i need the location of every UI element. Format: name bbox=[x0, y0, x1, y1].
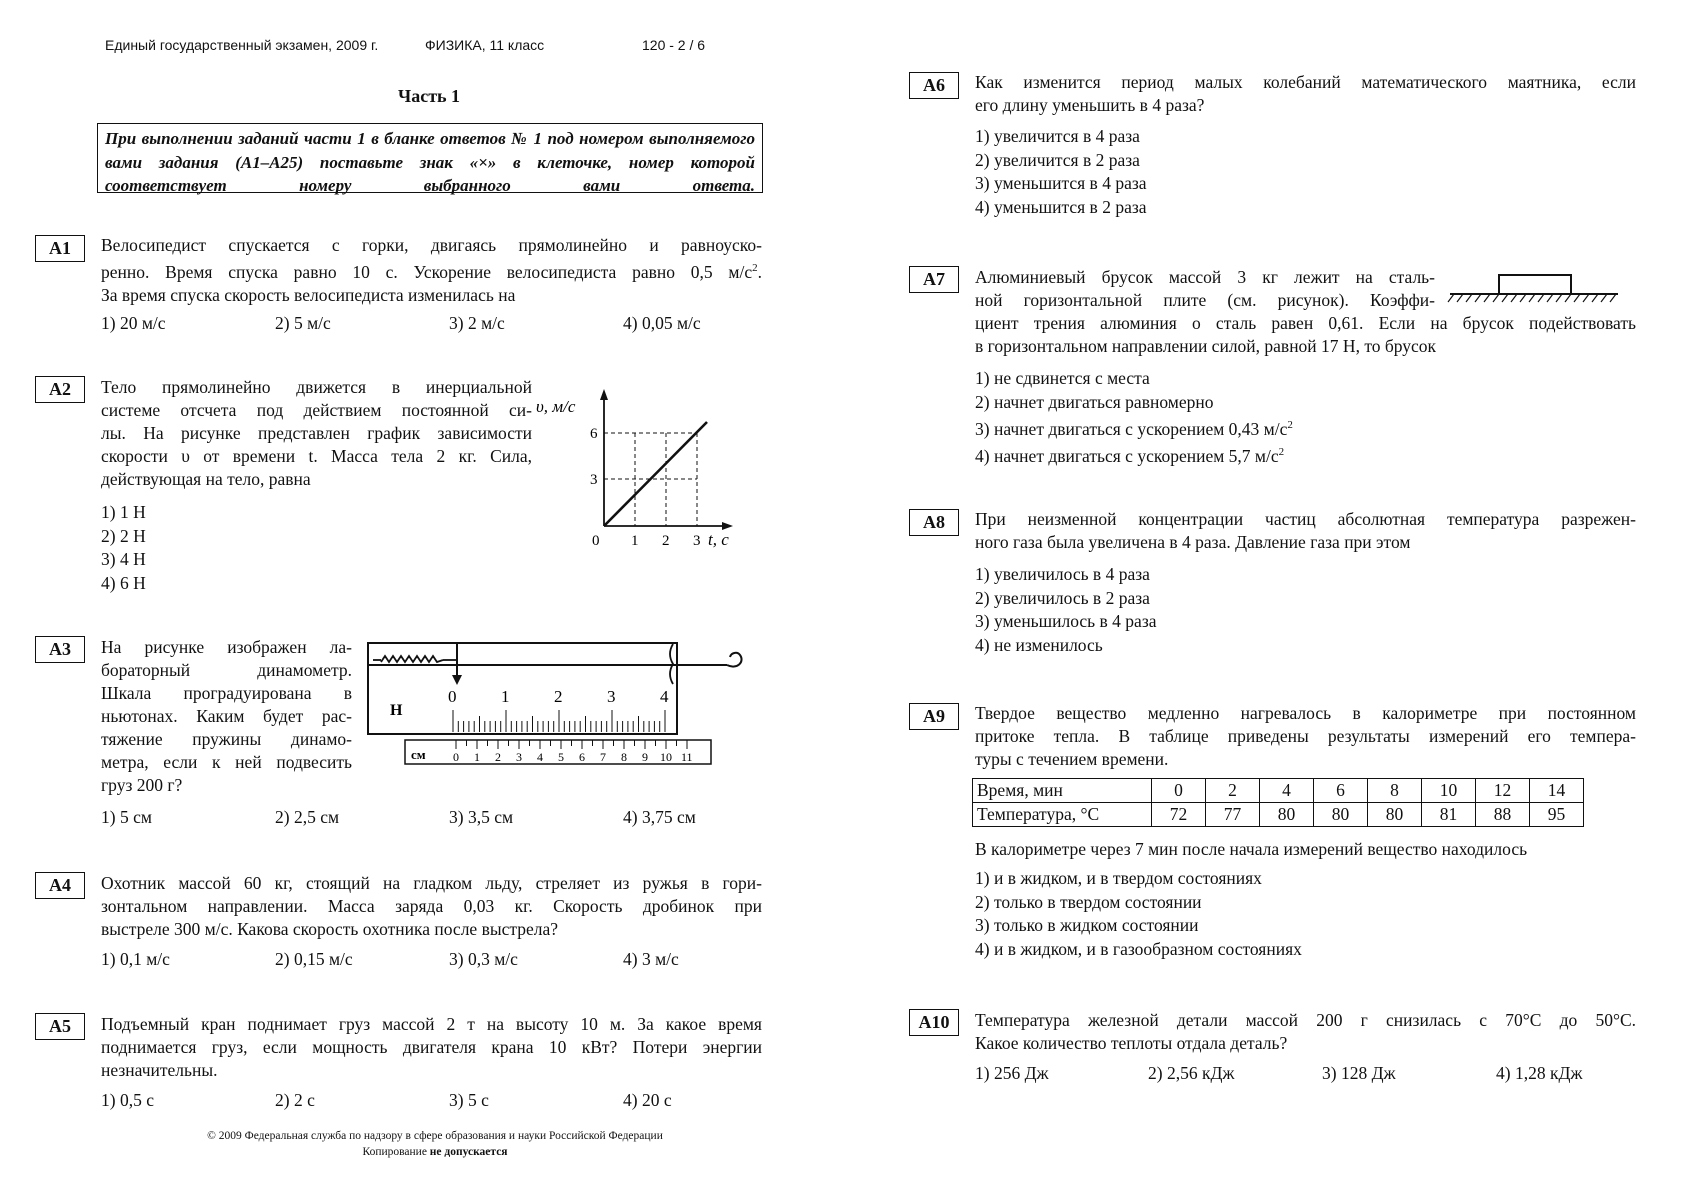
hatch-line bbox=[1529, 294, 1535, 302]
table-header-time: Время, мин bbox=[973, 779, 1152, 803]
x-axis-arrow bbox=[722, 522, 733, 530]
answer-option-a5-2[interactable]: 2) 2 с bbox=[275, 1090, 315, 1110]
graph-ytick-6: 6 bbox=[590, 426, 598, 442]
question-text-a7: Алюминиевый брусок массой 3 кг лежит на сталь- ной горизонтальной плите (см. рисунок). Коэффи- циент трения алюминия о сталь равен 0,61. Если на брусок подействовать в горизонтальном направлении силой, равной 17 Н, то брусок bbox=[975, 267, 1636, 356]
question-label-a7: А7 bbox=[909, 266, 959, 293]
n-scale-label: 2 bbox=[554, 687, 563, 706]
answer-option-a8-3[interactable]: 3) уменьшилось в 4 раза bbox=[975, 611, 1157, 631]
hatch-line bbox=[1601, 294, 1607, 302]
newton-scale bbox=[448, 687, 669, 732]
question-text-a3: На рисунке изображен ла- бораторный динамометр. Шкала проградуирована в ньютонах. Каким будет рас- тяжение пружины динамо- метра, если к ней подвесить груз 200 г? bbox=[101, 637, 352, 795]
cm-scale-label: 8 bbox=[621, 750, 627, 764]
dynamometer-body bbox=[368, 643, 677, 734]
cm-scale-label: 0 bbox=[453, 750, 459, 764]
question-text-a5: Подъемный кран поднимает груз массой 2 т на высоту 10 м. За какое время поднимается груз, если мощность двигателя крана 10 кВт? Потери энергии незначительны. bbox=[101, 1014, 762, 1080]
measurement-table bbox=[972, 778, 1584, 827]
graph-ytick-3: 3 bbox=[590, 472, 598, 488]
answer-option-a3-4[interactable]: 4) 3,75 см bbox=[623, 807, 696, 827]
table-cell: 80 bbox=[1260, 803, 1314, 827]
answer-options-a7 bbox=[975, 367, 1293, 469]
table-cell: 2 bbox=[1206, 779, 1260, 803]
answer-option-a8-1[interactable]: 1) увеличилось в 4 раза bbox=[975, 564, 1150, 584]
part-title: Часть 1 bbox=[398, 86, 461, 106]
answer-option-a10-3[interactable]: 3) 128 Дж bbox=[1322, 1063, 1396, 1083]
table-cell: 77 bbox=[1206, 803, 1260, 827]
hatch-line bbox=[1475, 294, 1481, 302]
answer-option-a3-3[interactable]: 3) 3,5 см bbox=[449, 807, 514, 827]
answer-option-a1-2[interactable]: 2) 5 м/с bbox=[275, 313, 331, 333]
exam-title: Единый государственный экзамен, 2009 г. bbox=[105, 37, 379, 53]
hatch-line bbox=[1574, 294, 1580, 302]
block-on-plate-figure bbox=[1448, 272, 1620, 304]
unit-cm: см bbox=[411, 747, 426, 762]
graph-xtick-3: 3 bbox=[693, 533, 701, 549]
graph-origin: 0 bbox=[592, 533, 600, 549]
question-after-text-a9: В калориметре через 7 мин после начала измерений вещество находилось bbox=[975, 839, 1528, 859]
hatch-line bbox=[1493, 294, 1499, 302]
table-cell: 8 bbox=[1368, 779, 1422, 803]
hatch-line bbox=[1592, 294, 1598, 302]
answer-options-a6 bbox=[975, 125, 1147, 219]
answer-option-a2-3[interactable]: 3) 4 Н bbox=[101, 549, 146, 569]
answer-option-a9-2[interactable]: 2) только в твердом состоянии bbox=[975, 891, 1202, 912]
question-label-a4: А4 bbox=[35, 872, 85, 899]
unit-n: Н bbox=[390, 702, 403, 719]
answer-option-a5-3[interactable]: 3) 5 с bbox=[449, 1090, 489, 1110]
table-cell: 88 bbox=[1476, 803, 1530, 827]
n-scale-label: 4 bbox=[660, 687, 669, 706]
answer-option-a10-2[interactable]: 2) 2,56 кДж bbox=[1148, 1063, 1235, 1083]
answer-option-a7-2[interactable]: 2) начнет двигаться равномерно bbox=[975, 391, 1214, 412]
aluminium-block bbox=[1499, 275, 1571, 294]
answer-option-a2-1[interactable]: 1) 1 Н bbox=[101, 502, 146, 522]
subject-title: ФИЗИКА, 11 класс bbox=[425, 37, 545, 53]
cm-scale-label: 9 bbox=[642, 750, 648, 764]
page-number: 120 - 2 / 6 bbox=[642, 37, 706, 53]
answer-option-a6-2[interactable]: 2) увеличится в 2 раза bbox=[975, 149, 1140, 170]
y-axis-arrow bbox=[600, 389, 608, 400]
cm-scale-label: 10 bbox=[660, 750, 672, 764]
answer-option-a7-1[interactable]: 1) не сдвинется с места bbox=[975, 368, 1150, 388]
answer-option-a6-1[interactable]: 1) увеличится в 4 раза bbox=[975, 126, 1140, 146]
table-cell: 95 bbox=[1530, 803, 1584, 827]
table-cell: 14 bbox=[1530, 779, 1584, 803]
cm-scale bbox=[453, 740, 693, 764]
cm-scale-label: 7 bbox=[600, 750, 606, 764]
table-header-temperature: Температура, °С bbox=[973, 803, 1152, 827]
cm-scale-label: 4 bbox=[537, 750, 543, 764]
answer-option-a4-1[interactable]: 1) 0,1 м/с bbox=[101, 949, 170, 969]
answer-option-a4-2[interactable]: 2) 0,15 м/с bbox=[275, 949, 353, 969]
answer-option-a4-4[interactable]: 4) 3 м/с bbox=[623, 949, 679, 969]
answer-option-a7-4[interactable]: 4) начнет двигаться с ускорением 5,7 $м/с^2$ bbox=[975, 446, 1285, 467]
answer-option-a8-4[interactable]: 4) не изменилось bbox=[975, 634, 1103, 655]
table-cell: 80 bbox=[1368, 803, 1422, 827]
answer-option-a9-3[interactable]: 3) только в жидком состоянии bbox=[975, 915, 1199, 935]
hatch-line bbox=[1538, 294, 1544, 302]
cm-scale-label: 2 bbox=[495, 750, 501, 764]
hatch-line bbox=[1520, 294, 1526, 302]
question-label-a6: А6 bbox=[909, 72, 959, 99]
answer-option-a7-3[interactable]: 3) начнет двигаться с ускорением 0,43 $м/с^2$ bbox=[975, 418, 1293, 439]
answer-option-a2-2[interactable]: 2) 2 Н bbox=[101, 525, 146, 546]
answer-option-a9-4[interactable]: 4) и в жидком, и в газообразном состояниях bbox=[975, 938, 1302, 959]
hatch-line bbox=[1583, 294, 1589, 302]
hatch-line bbox=[1448, 294, 1454, 302]
answer-option-a5-4[interactable]: 4) 20 с bbox=[623, 1090, 672, 1110]
answer-option-a1-4[interactable]: 4) 0,05 м/с bbox=[623, 313, 701, 333]
hatch-line bbox=[1511, 294, 1517, 302]
table-cell: 12 bbox=[1476, 779, 1530, 803]
velocity-line bbox=[604, 422, 707, 526]
velocity-time-graph bbox=[536, 388, 740, 549]
graph-xlabel: t, с bbox=[708, 530, 729, 549]
instruction-box: При выполнении заданий части 1 в бланке ответов № 1 под номером выполняемого вами задания (А1–А25) поставьте знак «×» в клеточке, номер которой соответствует номеру выбранного вами ответа. bbox=[97, 123, 763, 193]
answer-options-a2 bbox=[101, 501, 146, 595]
n-scale-label: 0 bbox=[448, 687, 457, 706]
graph-xtick-1: 1 bbox=[631, 533, 639, 549]
n-scale-label: 1 bbox=[501, 687, 510, 706]
footer-copy-note: Копирование не допускается bbox=[362, 1146, 508, 1158]
table-cell: 72 bbox=[1152, 803, 1206, 827]
table-cell: 10 bbox=[1422, 779, 1476, 803]
answer-option-a6-3[interactable]: 3) уменьшится в 4 раза bbox=[975, 173, 1147, 193]
cm-scale-label: 11 bbox=[681, 750, 693, 764]
table-cell: 0 bbox=[1152, 779, 1206, 803]
question-label-a1: А1 bbox=[35, 235, 85, 262]
hatch-line bbox=[1502, 294, 1508, 302]
plate-hatch bbox=[1448, 294, 1616, 302]
answer-option-a5-1[interactable]: 1) 0,5 с bbox=[101, 1090, 154, 1110]
cm-scale-label: 3 bbox=[516, 750, 522, 764]
answer-option-a3-2[interactable]: 2) 2,5 см bbox=[275, 807, 340, 827]
table-cell: 6 bbox=[1314, 779, 1368, 803]
answer-options-a8 bbox=[975, 563, 1157, 657]
question-text-a9: Твердое вещество медленно нагревалось в калориметре при постоянном притоке тепла. В таблице приведены результаты измерений его темпера- туры с течением времени. bbox=[975, 703, 1636, 769]
question-label-a10: А10 bbox=[909, 1009, 959, 1036]
answer-option-a10-4[interactable]: 4) 1,28 кДж bbox=[1496, 1063, 1583, 1083]
question-text-a10: Температура железной детали массой 200 г снизилась с 70°С до 50°С. Какое количество теплоты отдала деталь? bbox=[975, 1010, 1636, 1053]
answer-option-a1-1[interactable]: 1) 20 м/с bbox=[101, 313, 166, 333]
hatch-line bbox=[1547, 294, 1553, 302]
hatch-line bbox=[1565, 294, 1571, 302]
hatch-line bbox=[1484, 294, 1490, 302]
question-label-a2: А2 bbox=[35, 376, 85, 403]
spring-icon bbox=[381, 656, 443, 662]
table-cell: 4 bbox=[1260, 779, 1314, 803]
table-row-time bbox=[973, 779, 1584, 803]
cm-scale-label: 5 bbox=[558, 750, 564, 764]
cm-scale-label: 1 bbox=[474, 750, 480, 764]
question-text-a2: Тело прямолинейно движется в инерциальной системе отсчета под действием постоянной си- лы. На рисунке представлен график зависимости скорости υ от времени t. Масса тела 2 кг. Сила, действующая на тело, равна bbox=[101, 377, 532, 489]
question-text-a1: Велосипедист спускается с горки, двигаясь прямолинейно и равноуско- ренно. Время спуска равно 10 с. Ускорение велосипедиста равно 0,5 $м/с^2$. За время спуска скорость велосипедиста изменилась на bbox=[101, 235, 762, 305]
n-scale-label: 3 bbox=[607, 687, 616, 706]
table-cell: 81 bbox=[1422, 803, 1476, 827]
question-label-a3: А3 bbox=[35, 636, 85, 663]
hatch-line bbox=[1610, 294, 1616, 302]
footer-copyright: © 2009 Федеральная служба по надзору в сфере образования и науки Российской Федерации bbox=[207, 1130, 663, 1142]
answer-option-a9-1[interactable]: 1) и в жидком, и в твердом состояниях bbox=[975, 868, 1262, 888]
graph-ylabel: υ, м/с bbox=[536, 397, 576, 416]
hatch-line bbox=[1556, 294, 1562, 302]
hook-icon bbox=[727, 653, 742, 667]
answer-option-a6-4[interactable]: 4) уменьшится в 2 раза bbox=[975, 196, 1147, 217]
answer-option-a2-4[interactable]: 4) 6 Н bbox=[101, 572, 146, 593]
table-cell: 80 bbox=[1314, 803, 1368, 827]
table-row-temperature bbox=[973, 803, 1584, 827]
pointer-arrow-icon bbox=[452, 675, 462, 685]
question-text-a6: Как изменится период малых колебаний математического маятника, если его длину уменьшить в 4 раза? bbox=[975, 72, 1636, 115]
cm-scale-label: 6 bbox=[579, 750, 585, 764]
question-label-a9: А9 bbox=[909, 703, 959, 730]
question-text-a8: При неизменной концентрации частиц абсолютная температура разрежен- ного газа была увеличена в 4 раза. Давление газа при этом bbox=[975, 509, 1636, 552]
answer-option-a4-3[interactable]: 3) 0,3 м/с bbox=[449, 949, 518, 969]
answer-option-a8-2[interactable]: 2) увеличилось в 2 раза bbox=[975, 587, 1150, 608]
question-label-a8: А8 bbox=[909, 509, 959, 536]
answer-option-a10-1[interactable]: 1) 256 Дж bbox=[975, 1063, 1049, 1083]
answer-option-a1-3[interactable]: 3) 2 м/с bbox=[449, 313, 505, 333]
question-label-a5: А5 bbox=[35, 1013, 85, 1040]
question-text-a4: Охотник массой 60 кг, стоящий на гладком льду, стреляет из ружья в гори- зонтальном направлении. Масса заряда 0,03 кг. Скорость дробинок при выстреле 300 м/с. Какова скорость охотника после выстрела? bbox=[101, 873, 762, 939]
dynamometer-figure bbox=[365, 640, 750, 770]
answer-option-a3-1[interactable]: 1) 5 см bbox=[101, 807, 152, 827]
graph-xtick-2: 2 bbox=[662, 533, 670, 549]
hatch-line bbox=[1457, 294, 1463, 302]
answer-options-a9 bbox=[975, 867, 1302, 961]
hatch-line bbox=[1466, 294, 1472, 302]
